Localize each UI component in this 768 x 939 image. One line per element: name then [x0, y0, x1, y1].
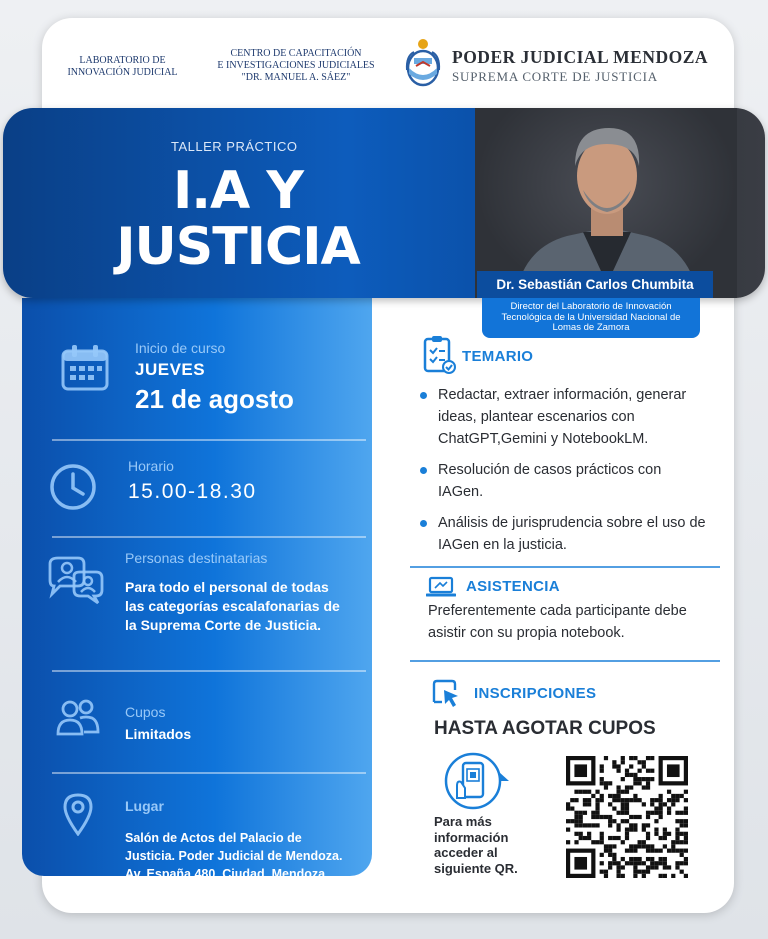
- lugar-line: Salón de Actos del Palacio de: [125, 831, 302, 845]
- divider: [52, 439, 366, 441]
- inicio-day: JUEVES: [135, 360, 206, 379]
- personas-line: la Suprema Corte de Justicia.: [125, 617, 322, 633]
- divider: [410, 566, 720, 568]
- list-item: Redactar, extraer información, generar ideas, plantear escenarios con ChatGPT,Gemini y NotebookLM.: [416, 384, 706, 450]
- lab-logo-line: INNOVACIÓN JUDICIAL: [67, 67, 178, 78]
- horario-value: 15.00-18.30: [128, 480, 257, 503]
- clipboard-checklist-icon: [422, 334, 456, 374]
- speaker-name: Dr. Sebastián Carlos Chumbita: [477, 271, 713, 298]
- list-item: Análisis de jurisprudencia sobre el uso de IAGen en la justicia.: [416, 512, 706, 556]
- info-line: información: [434, 829, 509, 845]
- divider: [52, 670, 366, 672]
- banner-tag: TALLER PRÁCTICO: [171, 139, 298, 154]
- qr-code[interactable]: [566, 756, 688, 878]
- mendoza-crest-icon: [404, 36, 442, 88]
- speaker-photo: [475, 108, 737, 298]
- event-details-panel: [22, 298, 372, 881]
- title-banner: [3, 108, 765, 298]
- hasta-agotar-cupos: HASTA AGOTAR CUPOS: [434, 718, 656, 739]
- divider: [410, 660, 720, 662]
- phone-scan-icon: [443, 752, 509, 810]
- list-item: Resolución de casos prácticos con IAGen.: [416, 459, 706, 503]
- cc-logo-line: E INVESTIGACIONES JUDICIALES: [217, 60, 375, 71]
- cc-logo-line: "DR. MANUEL A. SÁEZ": [241, 72, 351, 83]
- horario-label: Horario: [128, 458, 174, 474]
- inicio-date: 21 de agosto: [135, 384, 294, 414]
- centro-capacitacion-logo: [210, 48, 382, 84]
- cupos-label: Cupos: [125, 704, 166, 720]
- org-subtitle: SUPREMA CORTE DE JUSTICIA: [452, 69, 658, 84]
- asistencia-title: ASISTENCIA: [466, 578, 560, 595]
- info-text: [434, 814, 544, 876]
- speaker-role-line: Director del Laboratorio de Innovación: [510, 301, 672, 312]
- inicio-label: Inicio de curso: [135, 340, 226, 356]
- banner-title-line: I.A Y: [172, 161, 304, 221]
- clock-icon: [48, 462, 98, 512]
- inscripciones-title: INSCRIPCIONES: [474, 685, 597, 702]
- cc-logo-line: CENTRO DE CAPACITACIÓN: [230, 48, 362, 59]
- lugar-line: Av. España 480. Ciudad. Mendoza.: [125, 867, 329, 881]
- speaker-role-line: Tecnológica de la Universidad Nacional de: [501, 311, 681, 323]
- click-cursor-icon: [430, 678, 462, 710]
- people-chat-icon: [44, 556, 104, 606]
- cupos-value: Limitados: [125, 726, 192, 742]
- lab-logo-line: LABORATORIO DE: [79, 55, 166, 66]
- speaker-role-line: Lomas de Zamora: [552, 322, 630, 333]
- banner-title-line: JUSTICIA: [116, 217, 360, 277]
- users-icon: [56, 698, 100, 738]
- info-line: siguiente QR.: [434, 860, 518, 876]
- calendar-icon: [60, 344, 110, 392]
- divider: [52, 772, 366, 774]
- personas-line: Para todo el personal de todas: [125, 579, 329, 595]
- personas-label: Personas destinatarias: [125, 550, 268, 566]
- divider: [52, 536, 366, 538]
- info-line: Para más: [434, 814, 492, 829]
- temario-title: TEMARIO: [462, 348, 534, 365]
- speaker-role: [482, 298, 700, 338]
- lab-innovacion-logo: [60, 55, 185, 79]
- laptop-icon: [426, 576, 456, 598]
- lugar-label: Lugar: [125, 798, 164, 814]
- info-line: acceder al: [434, 845, 498, 860]
- speaker-silhouette-icon: [475, 108, 737, 298]
- lugar-line: Justicia. Poder Judicial de Mendoza.: [125, 849, 343, 863]
- personas-line: las categorías escalafonarias de: [125, 598, 340, 614]
- asistencia-text: Preferentemente cada participante debe asistir con su propia notebook.: [428, 603, 687, 641]
- banner-title: [103, 163, 373, 275]
- temario-list: [416, 384, 706, 565]
- org-title: PODER JUDICIAL MENDOZA: [452, 47, 709, 67]
- location-pin-icon: [62, 792, 94, 836]
